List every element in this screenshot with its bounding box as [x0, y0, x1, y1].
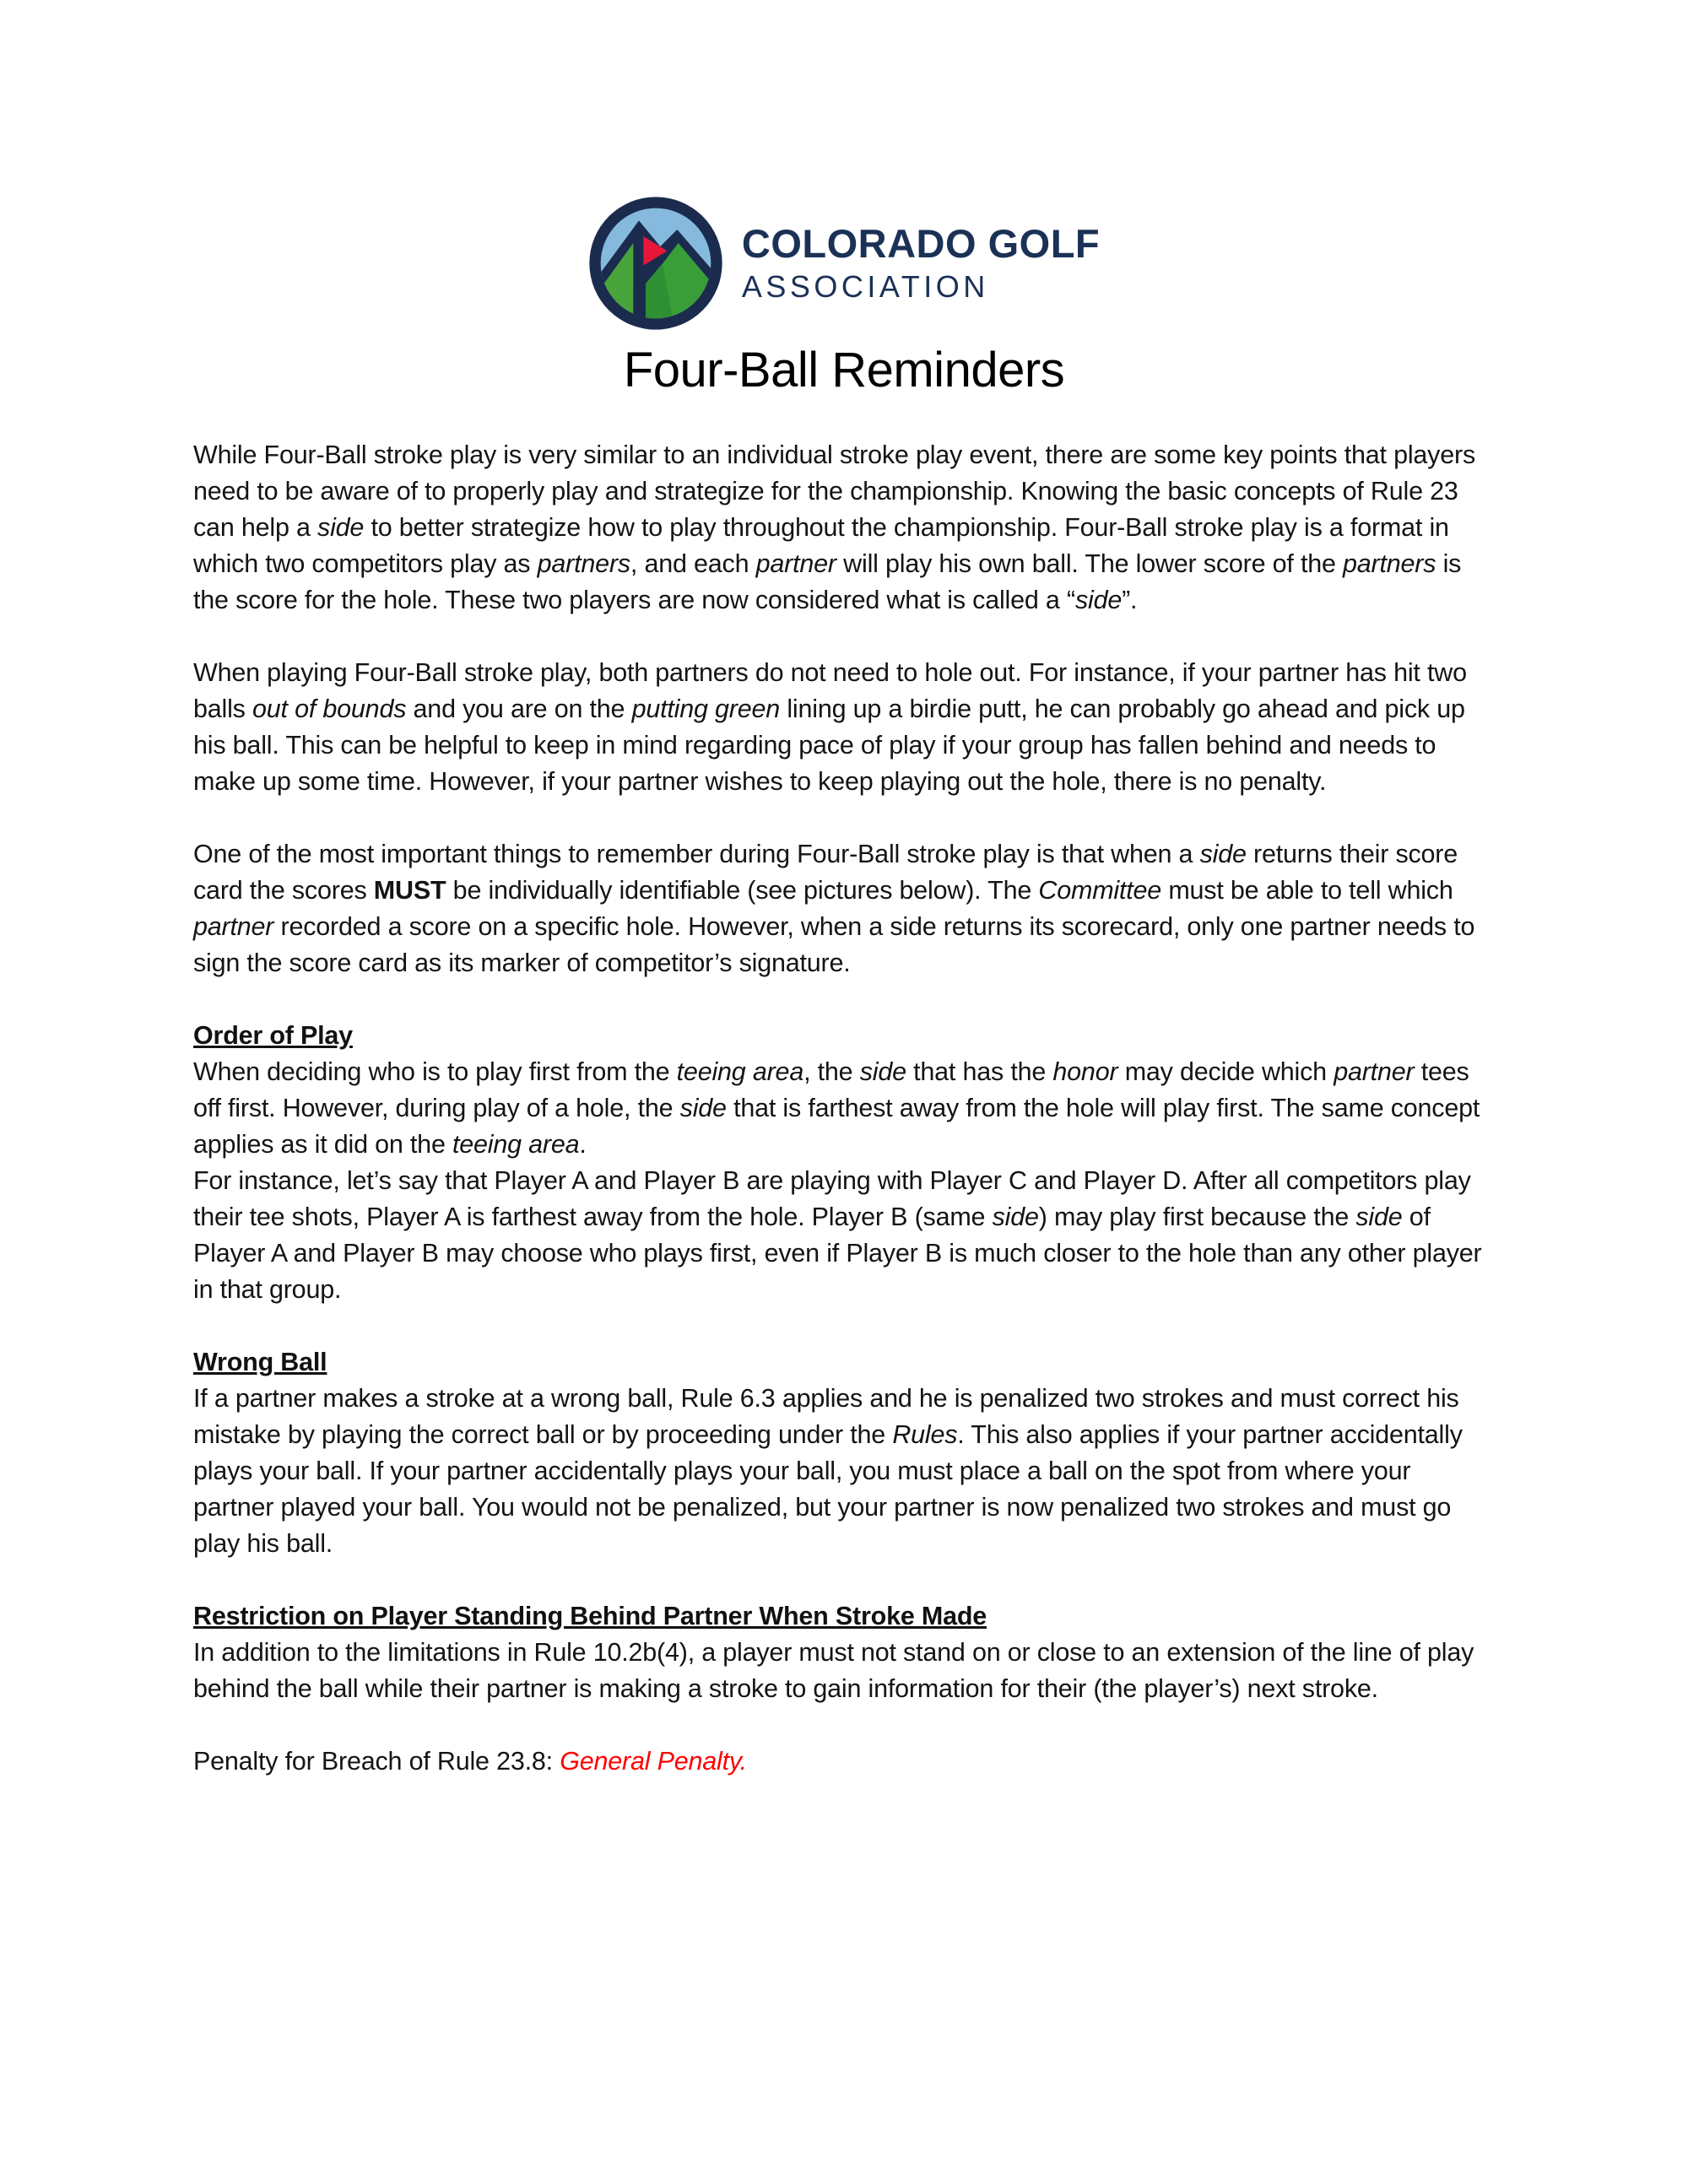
text-segment: out of bounds [252, 695, 407, 723]
text-segment: Rules [892, 1420, 958, 1449]
text-segment: side [859, 1057, 906, 1086]
text-segment: partner [193, 912, 274, 941]
section-heading: Wrong Ball [193, 1348, 327, 1376]
text-segment: teeing area [452, 1130, 580, 1159]
text-segment: partners [1343, 549, 1436, 578]
text-segment: Committee [1038, 876, 1162, 905]
text-segment: may decide which [1117, 1057, 1334, 1086]
text-segment: will play his own ball. The lower score of the [836, 549, 1344, 578]
logo-wordmark-line1: COLORADO GOLF [741, 221, 1101, 267]
paragraph [193, 1381, 1495, 1562]
page-title: Four-Ball Reminders [623, 343, 1065, 397]
text-segment: For instance, let’s say that Player A and Player B are playing with Player C and Player D. After all competitors play their tee shots, Player A is farthest away from the hole. Player B (same [193, 1166, 1471, 1231]
text-segment: ”. [1122, 586, 1138, 614]
text-segment: side [1199, 840, 1247, 868]
text-segment: General Penalty. [560, 1747, 747, 1776]
paragraph [193, 1163, 1495, 1308]
paragraph [193, 655, 1495, 800]
logo [0, 196, 1688, 331]
text-segment: side [1355, 1203, 1403, 1231]
section-order-of-play [193, 1018, 1495, 1308]
text-segment: must be able to tell which [1161, 876, 1453, 905]
text-segment: is the score for the hole. These two players are now considered what is called a “ [193, 549, 1462, 614]
text-segment: partner [755, 549, 836, 578]
text-segment: Penalty for Breach of Rule 23.8: [193, 1747, 560, 1776]
text-segment: , and each [630, 549, 756, 578]
text-segment: teeing area [676, 1057, 804, 1086]
paragraph [193, 437, 1495, 619]
section-heading: Order of Play [193, 1021, 353, 1050]
text-segment: that is farthest away from the hole will play first. The same concept applies as it did on the [193, 1094, 1480, 1159]
section-wrong-ball [193, 1344, 1495, 1562]
text-segment: MUST [373, 876, 446, 905]
document-header [0, 196, 1688, 398]
paragraph [193, 1743, 1495, 1780]
text-segment: side [1074, 586, 1123, 614]
text-segment: ) may play first because the [1038, 1203, 1356, 1231]
text-segment: If a partner makes a stroke at a wrong ball, Rule 6.3 applies and he is penalized two strokes and must correct his mistake by playing the correct ball or by proceeding under the [193, 1384, 1459, 1449]
text-segment: honor [1052, 1057, 1118, 1086]
text-segment: returns their score card the scores [193, 840, 1458, 905]
cga-mountain-logo-icon [588, 196, 723, 331]
text-segment: of Player A and Player B may choose who plays first, even if Player B is much closer to the hole than any other player in that group. [193, 1203, 1482, 1304]
logo-wordmark-line2: ASSOCIATION [741, 269, 989, 305]
text-segment: recorded a score on a specific hole. However, when a side returns its scorecard, only one partner needs to sign the score card as its marker of competitor’s signature. [193, 912, 1475, 977]
text-segment: and you are on the [406, 695, 632, 723]
section-restriction-standing-behind-partner [193, 1598, 1495, 1707]
text-segment: side [679, 1094, 727, 1122]
text-segment: partner [1334, 1057, 1415, 1086]
text-segment: When deciding who is to play first from the [193, 1057, 677, 1086]
paragraph [193, 1054, 1495, 1163]
logo-wordmark [742, 223, 1100, 303]
text-segment: When playing Four-Ball stroke play, both partners do not need to hole out. For instance, if your partner has hit two balls [193, 658, 1467, 723]
text-segment: lining up a birdie putt, he can probably go ahead and pick up his ball. This can be helpful to keep in mind regarding pace of play if your group has fallen behind and needs to make up some time. However, if your partner wishes to keep playing out the hole, there is no penalty. [193, 695, 1465, 796]
text-segment: to better strategize how to play throughout the championship. Four-Ball stroke play is a format in which two competitors play as [193, 513, 1449, 578]
section-heading: Restriction on Player Standing Behind Partner When Stroke Made [193, 1602, 987, 1630]
text-segment: In addition to the limitations in Rule 10.2b(4), a player must not stand on or close to an extension of the line of play behind the ball while their partner is making a stroke to gain information for their (the player’s) next stroke. [193, 1638, 1474, 1703]
text-segment: putting green [631, 695, 781, 723]
text-segment: One of the most important things to remember during Four-Ball stroke play is that when a [193, 840, 1200, 868]
text-segment: partners [537, 549, 630, 578]
paragraph [193, 1635, 1495, 1707]
text-segment: , the [803, 1057, 860, 1086]
text-segment: side [317, 513, 365, 542]
text-segment: . [579, 1130, 587, 1159]
text-segment: that has the [906, 1057, 1053, 1086]
text-segment: side [992, 1203, 1039, 1231]
text-segment: . This also applies if your partner accidentally plays your ball. If your partner accidentally plays your ball, you must place a ball on the spot from where your partner played your ball. You would not be penalized, but your partner is now penalized two strokes and must go play his ball. [193, 1420, 1463, 1558]
text-segment: tees off first. However, during play of a hole, the [193, 1057, 1469, 1122]
text-segment: While Four-Ball stroke play is very similar to an individual stroke play event, there are some key points that players need to be aware of to properly play and strategize for the championship. Knowing the basic concepts of Rule 23 can help a [193, 441, 1476, 542]
text-segment: be individually identifiable (see pictures below). The [446, 876, 1039, 905]
document-content [193, 437, 1495, 1780]
paragraph [193, 836, 1495, 981]
